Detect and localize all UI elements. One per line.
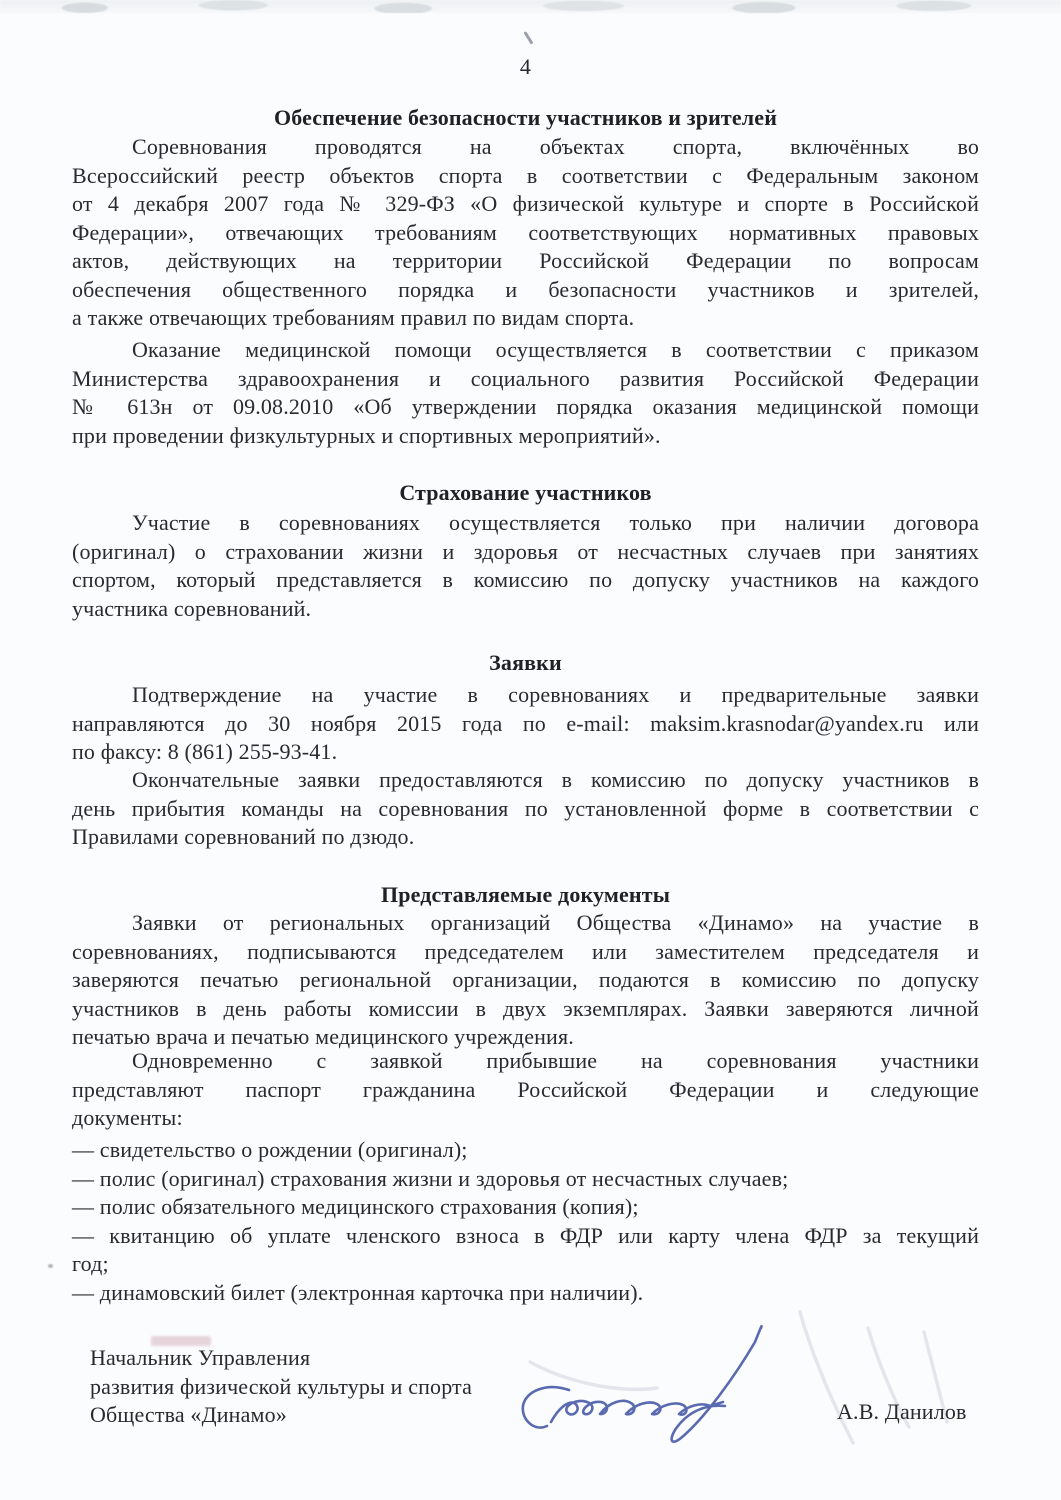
para-applications-2 [72,766,979,852]
para-documents-1 [72,909,979,1052]
text-line: день прибытия команды на соревнования по установленной форме в соответствии с [72,795,979,821]
scanner-edge-strip [0,0,1061,13]
text-line: Окончательные заявки предоставляются в комиссию по допуску участников в [132,767,979,792]
text-line: Заявки от региональных организаций Общества «Динамо» на участие в [132,910,979,935]
para-safety-2 [72,336,979,450]
text-line: Соревнования проводятся на объектах спорта, включённых во [132,134,979,159]
scan-speck [48,1264,53,1268]
text-line: — свидетельство о рождении (оригинал); [72,1137,468,1162]
signature-block [90,1344,472,1430]
text-line: — динамовский билет (электронная карточка при наличии). [72,1279,644,1305]
text-line: Подтверждение на участие в соревнованиях и предварительные заявки [132,682,979,707]
section-heading-insurance: Страхование участников [399,480,652,505]
text-line: № 613н от 09.08.2010 «Об утверждении порядка оказания медицинской помощи [72,394,979,419]
text-line: Федерации», отвечающих требованиям соответствующих нормативных правовых [72,219,979,245]
text-line: направляются до 30 ноября 2015 года по e-mail: maksim.krasnodar@yandex.ru или [72,710,979,736]
text-line: Одновременно с заявкой прибывшие на соревнования участники [132,1048,979,1073]
text-line: Правилами соревнований по дзюдо. [72,824,415,849]
text-line: спортом, который представляется в комиссию по допуску участников на каждого [72,567,979,592]
text-line: — полис (оригинал) страхования жизни и здоровья от несчастных случаев; [72,1165,789,1191]
para-documents-2 [72,1047,979,1133]
text-line: соревнованиях, подписываются председателем или заместителем председателя и [72,938,979,964]
text-line: Министерства здравоохранения и социального развития Российской Федерации [72,365,979,391]
section-heading-documents: Представляемые документы [380,882,671,907]
text-line: Оказание медицинской помощи осуществляется в соответствии с приказом [132,337,979,362]
text-line: — полис обязательного медицинского страхования (копия); [72,1194,639,1219]
signatory-name: А.В. Данилов [837,1399,967,1424]
signatory-role-line: Общества «Динамо» [90,1402,287,1427]
text-line: Всероссийский реестр объектов спорта в соответствии с Федеральным законом [72,162,979,188]
text-line: а также отвечающих требованиям правил по видам спорта. [72,305,635,330]
text-line: (оригинал) о страховании жизни и здоровья от несчастных случаев при занятиях [72,538,979,564]
text-line: обеспечения общественного порядка и безопасности участников и зрителей, [72,276,979,302]
text-line: печатью врача и печатью медицинского учреждения. [72,1024,574,1049]
text-line: по факсу: 8 (861) 255-93-41. [72,739,338,764]
para-insurance [72,509,979,623]
text-line: заверяются печатью региональной организации, подаются в комиссию по допуску [72,967,979,992]
stray-pen-tick-mark [523,31,533,44]
page-number: 4 [519,54,532,79]
signatory-role-line: развития физической культуры и спорта [90,1373,473,1399]
signatory-role-line: Начальник Управления [90,1345,311,1370]
text-line: участников в день работы комиссии в двух экземплярах. Заявки заверяются личной [72,995,979,1021]
text-line: документы: [72,1105,183,1130]
signature-scribble [505,1298,805,1473]
para-applications-1 [72,681,979,767]
section-heading-applications: Заявки [489,650,562,675]
text-line: актов, действующих на территории Российской Федерации по вопросам [72,248,979,273]
text-line: представляют паспорт гражданина Российской Федерации и следующие [72,1076,979,1102]
text-line: при проведении физкультурных и спортивных мероприятий». [72,422,661,448]
text-line: год; [72,1251,109,1276]
text-line: Участие в соревнованиях осуществляется только при наличии договора [132,510,979,535]
section-heading-safety: Обеспечение безопасности участников и зрителей [273,105,778,130]
text-line: участника соревнований. [72,595,312,621]
list-required-documents [72,1136,979,1307]
para-safety-1 [72,133,979,333]
text-line: от 4 декабря 2007 года № 329-ФЗ «О физической культуре и спорте в Российской [72,191,979,216]
text-line: — квитанцию об уплате членского взноса в ФДР или карту члена ФДР за текущий [72,1222,979,1248]
